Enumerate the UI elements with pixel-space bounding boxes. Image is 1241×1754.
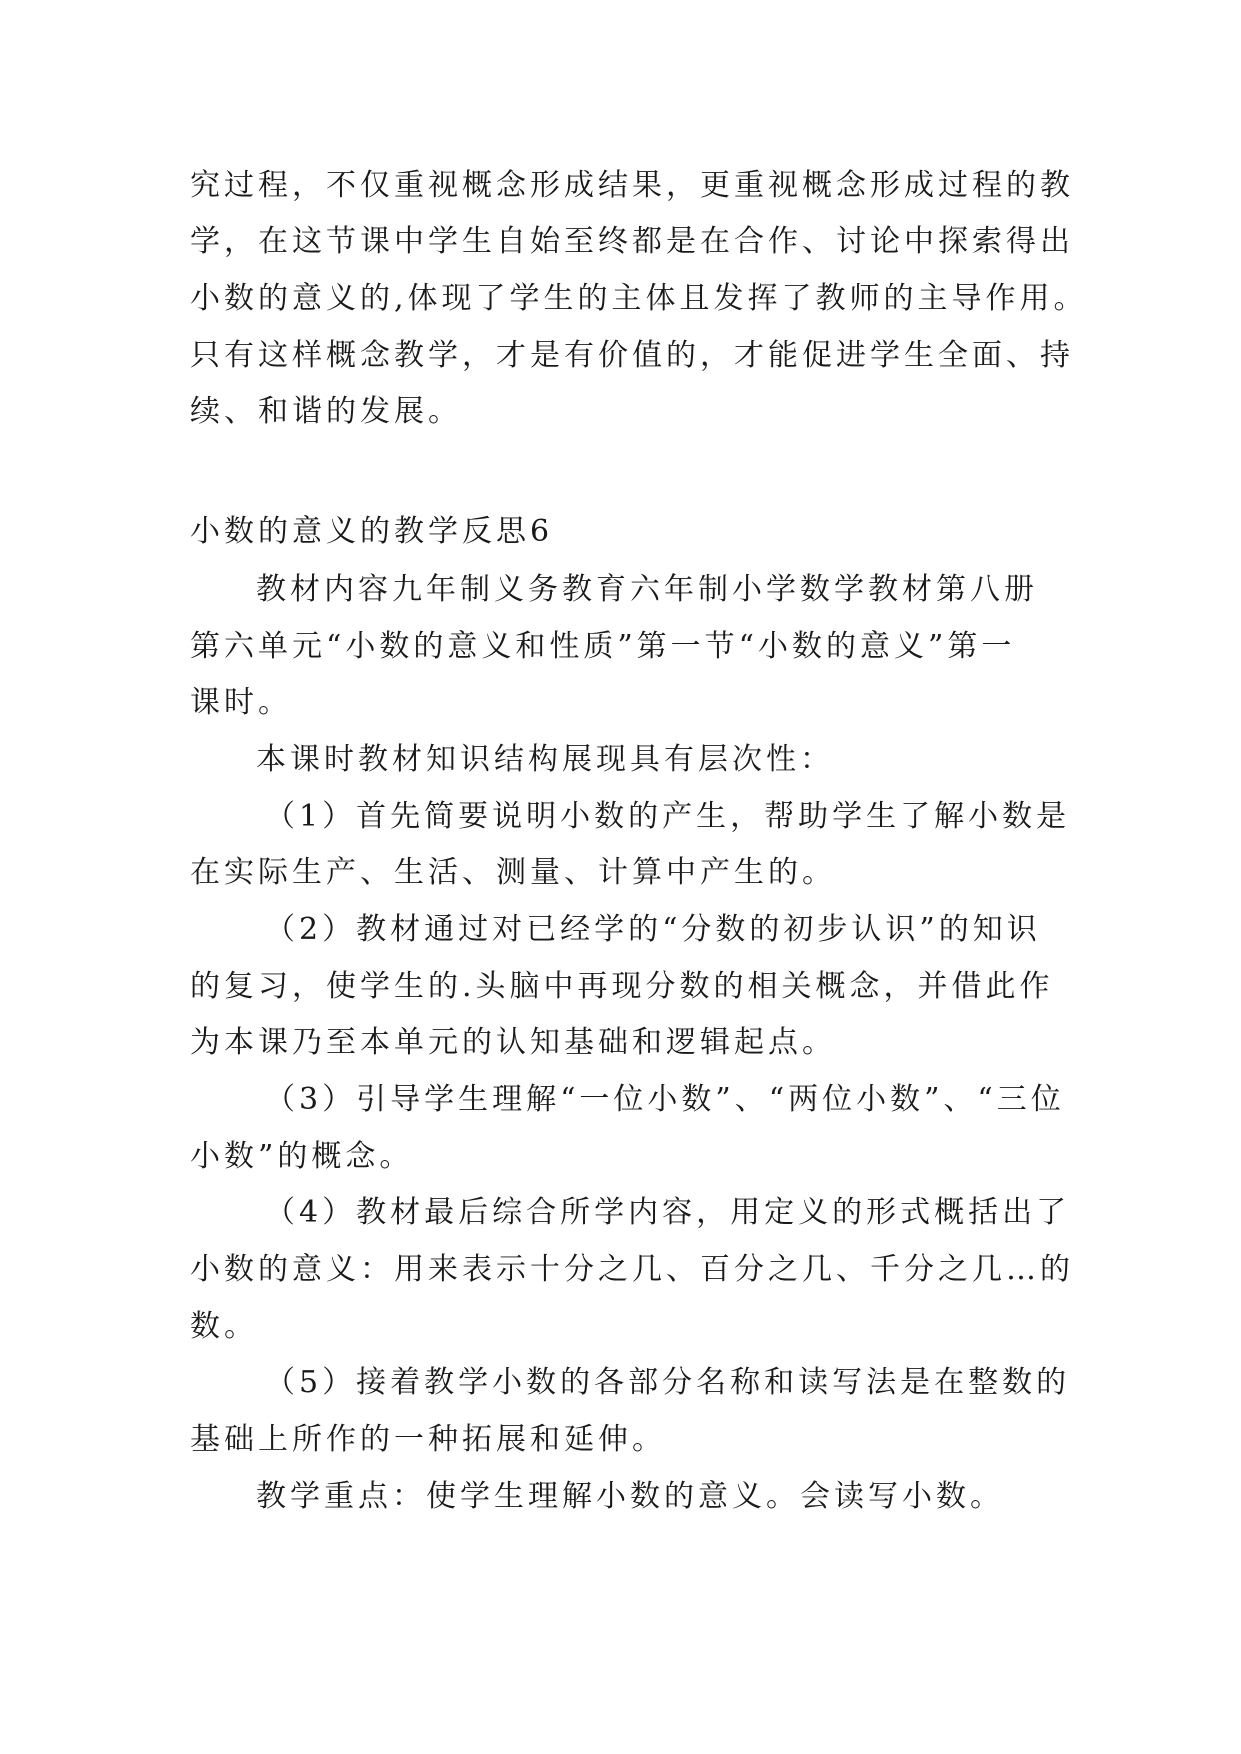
list-item-line: 的复习，使学生的.头脑中再现分数的相关概念，并借此作 [190, 969, 1054, 1004]
list-item-line: （4）教材最后综合所学内容，用定义的形式概括出了 [265, 1195, 1071, 1230]
list-item-line: 数。 [190, 1309, 258, 1344]
text-line: 教材内容九年制义务教育六年制小学数学教材第八册 [256, 572, 1038, 607]
key-point-line: 教学重点：使学生理解小数的意义。会读写小数。 [256, 1479, 1004, 1514]
text-line: 只有这样概念教学，才是有价值的，才能促进学生全面、持 [190, 338, 1074, 373]
list-item-line: 小数”的概念。 [190, 1139, 414, 1174]
list-item-line: 在实际生产、生活、测量、计算中产生的。 [190, 855, 836, 890]
text-line: 小数的意义的,体现了学生的主体且发挥了教师的主导作用。 [190, 281, 1088, 316]
list-item-line: （5）接着教学小数的各部分名称和读写法是在整数的 [265, 1365, 1071, 1400]
list-item-line: （2）教材通过对已经学的“分数的初步认识”的知识 [265, 912, 1041, 947]
text-line: 本课时教材知识结构展现具有层次性： [256, 742, 834, 777]
text-line: 究过程，不仅重视概念形成结果，更重视概念形成过程的教 [190, 168, 1074, 203]
list-item-line: 小数的意义：用来表示十分之几、百分之几、千分之几…的 [190, 1252, 1074, 1287]
text-line: 第六单元“小数的意义和性质”第一节“小数的意义”第一 [190, 629, 1016, 664]
list-item-line: （1）首先简要说明小数的产生，帮助学生了解小数是 [265, 799, 1071, 834]
list-item-line: 基础上所作的一种拓展和延伸。 [190, 1422, 666, 1457]
section-heading: 小数的意义的教学反思6 [190, 514, 554, 549]
text-line: 学，在这节课中学生自始至终都是在合作、讨论中探索得出 [190, 224, 1074, 259]
list-item-line: （3）引导学生理解“一位小数”、“两位小数”、“三位 [265, 1082, 1065, 1117]
text-line: 课时。 [190, 685, 292, 720]
list-item-line: 为本课乃至本单元的认知基础和逻辑起点。 [190, 1025, 836, 1060]
text-line: 续、和谐的发展。 [190, 394, 462, 429]
